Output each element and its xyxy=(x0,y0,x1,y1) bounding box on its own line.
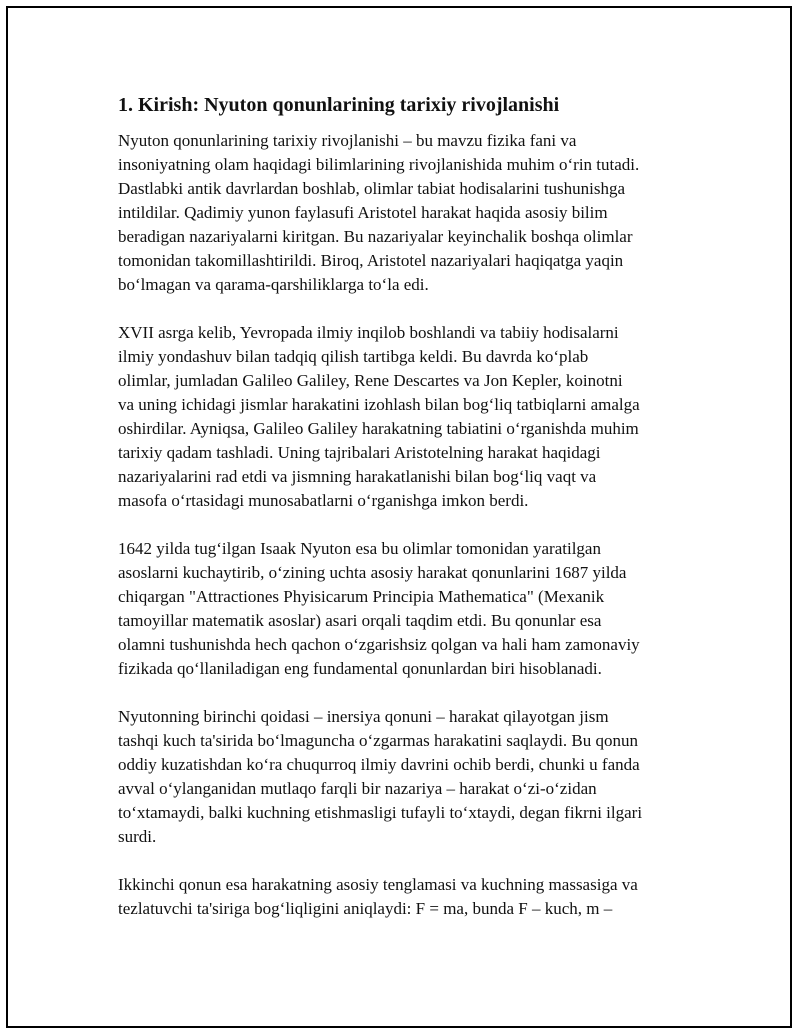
text-line: ilmiy yondashuv bilan tadqiq qilish tartibga keldi. Bu davrda ko‘plab xyxy=(118,347,589,366)
text-line: asoslarni kuchaytirib, o‘zining uchta asosiy harakat qonunlarini 1687 yilda xyxy=(118,563,627,582)
text-line: fizikada qo‘llaniladigan eng fundamental qonunlardan biri hisoblanadi. xyxy=(118,659,602,678)
text-line: nazariyalarini rad etdi va jismning harakatlanishi bilan bog‘liq vaqt va xyxy=(118,467,597,486)
text-line: masofa o‘rtasidagi munosabatlarni o‘rganishga imkon berdi. xyxy=(118,491,529,510)
text-line: tashqi kuch ta'sirida bo‘lmaguncha o‘zgarmas harakatini saqlaydi. Bu qonun xyxy=(118,731,639,750)
paragraph-4 xyxy=(118,705,688,849)
text-line: olamni tushunishda hech qachon o‘zgarishsiz qolgan va hali ham zamonaviy xyxy=(118,635,640,654)
text-line: va uning ichidagi jismlar harakatini izohlash bilan bog‘liq tatbiqlarni amalga xyxy=(118,395,640,414)
text-line: tezlatuvchi ta'siriga bog‘liqligini aniqlaydi: F = ma, bunda F – kuch, m – xyxy=(118,899,613,918)
document-body xyxy=(118,92,688,945)
text-line: Dastlabki antik davrlardan boshlab, olimlar tabiat hodisalarini tushunishga xyxy=(118,179,626,198)
text-line: olimlar, jumladan Galileo Galiley, Rene Descartes va Jon Kepler, koinotni xyxy=(118,371,623,390)
text-line: to‘xtamaydi, balki kuchning etishmasligi tufayli to‘xtaydi, degan fikrni ilgari xyxy=(118,803,643,822)
text-line: oshirdilar. Ayniqsa, Galileo Galiley harakatning tabiatini o‘rganishda muhim xyxy=(118,419,639,438)
text-line: chiqargan "Attractiones Phyisicarum Principia Mathematica" (Mexanik xyxy=(118,587,605,606)
text-line: tomonidan takomillashtirildi. Biroq, Aristotel nazariyalari haqiqatga yaqin xyxy=(118,251,624,270)
section-heading: 1. Kirish: Nyuton qonunlarining tarixiy rivojlanishi xyxy=(118,94,560,116)
text-line: tarixiy qadam tashladi. Uning tajribalari Aristotelning harakat haqidagi xyxy=(118,443,601,462)
text-line: intildilar. Qadimiy yunon faylasufi Aristotel harakat haqida asosiy bilim xyxy=(118,203,608,222)
text-line: tamoyillar matematik asoslar) asari orqali taqdim etdi. Bu qonunlar esa xyxy=(118,611,602,630)
text-line: surdi. xyxy=(118,827,157,846)
text-line: avval o‘ylanganidan mutlaqo farqli bir nazariya – harakat o‘zi-o‘zidan xyxy=(118,779,597,798)
paragraph-1 xyxy=(118,129,688,297)
text-line: Ikkinchi qonun esa harakatning asosiy tenglamasi va kuchning massasiga va xyxy=(118,875,638,894)
text-line: XVII asrga kelib, Yevropada ilmiy inqilob boshlandi va tabiiy hodisalarni xyxy=(118,323,619,342)
text-line: insoniyatning olam haqidagi bilimlarining rivojlanishida muhim o‘rin tutadi. xyxy=(118,155,640,174)
paragraph-2 xyxy=(118,321,688,513)
text-line: beradigan nazariyalarni kiritgan. Bu nazariyalar keyinchalik boshqa olimlar xyxy=(118,227,633,246)
paragraph-3 xyxy=(118,537,688,681)
text-line: 1642 yilda tug‘ilgan Isaak Nyuton esa bu olimlar tomonidan yaratilgan xyxy=(118,539,601,558)
text-line: bo‘lmagan va qarama-qarshiliklarga to‘la edi. xyxy=(118,275,429,294)
text-line: oddiy kuzatishdan ko‘ra chuqurroq ilmiy davrini ochib berdi, chunki u fanda xyxy=(118,755,640,774)
text-line: Nyuton qonunlarining tarixiy rivojlanishi – bu mavzu fizika fani va xyxy=(118,131,577,150)
text-line: Nyutonning birinchi qoidasi – inersiya qonuni – harakat qilayotgan jism xyxy=(118,707,609,726)
paragraph-5 xyxy=(118,873,688,921)
